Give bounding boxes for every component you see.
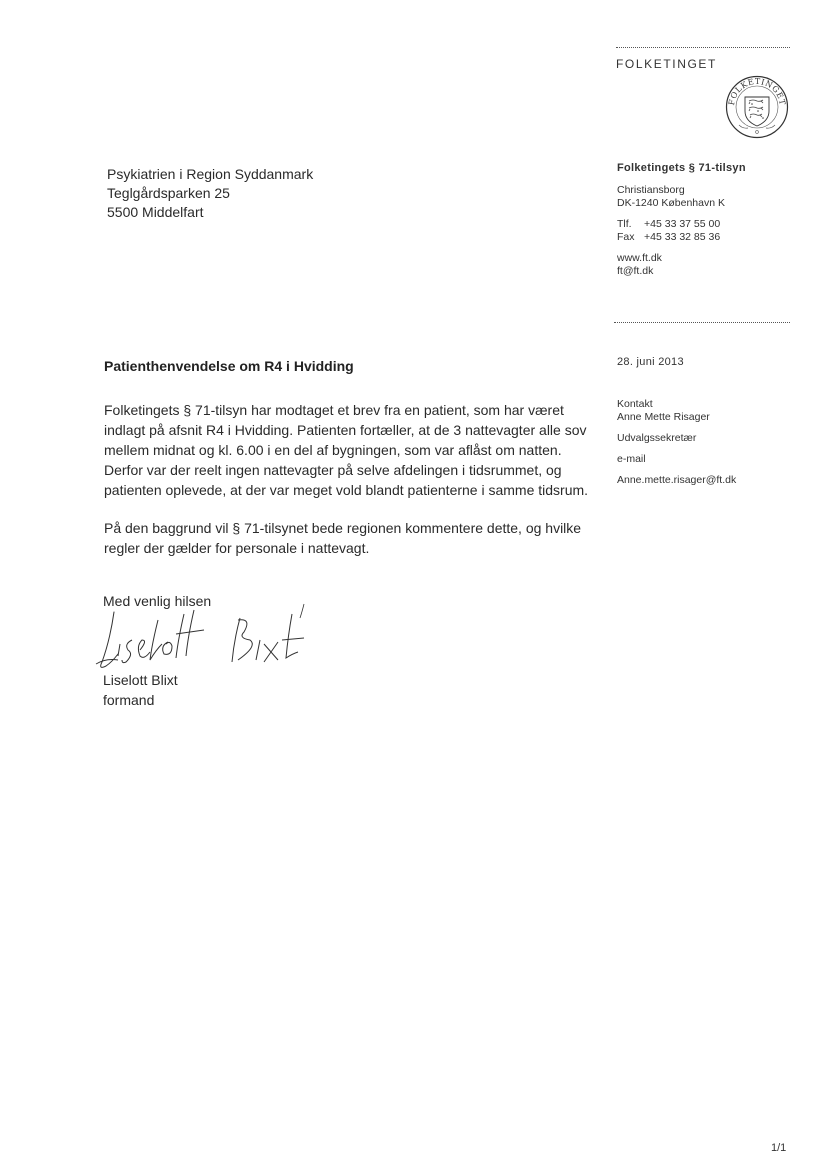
sender-fax (617, 231, 746, 244)
page-number: 1/1 (771, 1142, 787, 1154)
sender-address-line: Christiansborg (617, 184, 685, 196)
contact-name: Anne Mette Risager (617, 411, 710, 423)
sender-website: www.ft.dk (617, 252, 662, 264)
contact-block (617, 398, 736, 487)
body-paragraph: På den baggrund vil § 71-tilsynet bede regionen kommentere dette, og hvilke regler der gælder for personale i nattevagt. (104, 520, 582, 556)
letter-body (104, 400, 596, 576)
closing-greeting: Med venlig hilsen (103, 593, 212, 609)
fax-label: Fax (617, 231, 635, 243)
sender-address-line: DK-1240 København K (617, 197, 725, 209)
recipient-line: 5500 Middelfart (107, 204, 204, 220)
sender-rule (614, 322, 790, 323)
letter-date: 28. juni 2013 (617, 356, 684, 368)
phone-label: Tlf. (617, 218, 632, 230)
recipient-line: Psykiatrien i Region Syddanmark (107, 166, 314, 182)
letter-subject: Patienthenvendelse om R4 i Hvidding (104, 358, 354, 374)
svg-text:FOLKETINGET: FOLKETINGET (726, 76, 788, 107)
handwritten-signature (92, 600, 312, 678)
recipient-address (107, 165, 313, 222)
contact-email: Anne.mette.risager@ft.dk (617, 474, 737, 486)
signer-name: Liselott Blixt (103, 672, 178, 688)
sender-name: Folketingets § 71-tilsyn (617, 162, 746, 174)
contact-title: Udvalgssekretær (617, 432, 697, 444)
phone-number: +45 33 37 55 00 (644, 218, 721, 230)
sender-email: ft@ft.dk (617, 265, 654, 277)
fax-number: +45 33 32 85 36 (644, 231, 721, 243)
sender-block (617, 162, 746, 278)
contact-label: Kontakt (617, 398, 653, 410)
folketinget-seal-logo (725, 75, 789, 139)
institution-name: FOLKETINGET (616, 57, 717, 71)
recipient-line: Teglgårdsparken 25 (107, 185, 230, 201)
signer-role: formand (103, 692, 155, 708)
sender-phone (617, 218, 746, 231)
signer-block (103, 670, 178, 710)
header-rule (616, 47, 790, 48)
contact-email-label: e-mail (617, 453, 646, 465)
body-paragraph: Folketingets § 71-tilsyn har modtaget et brev fra en patient, som har været indlagt på afsnit R4 i Hvidding. Patienten fortæller, at de 3 nattevagter alle sov mellem midnat og kl. 6.00 i en del af bygningen, som var aflåst om natten. Derfor var der reelt ingen nattevagter på selve afdelingen i tidsrummet, og patienten oplevede, at der var meget vold blandt patienterne i samme tidsrum. (104, 402, 589, 498)
